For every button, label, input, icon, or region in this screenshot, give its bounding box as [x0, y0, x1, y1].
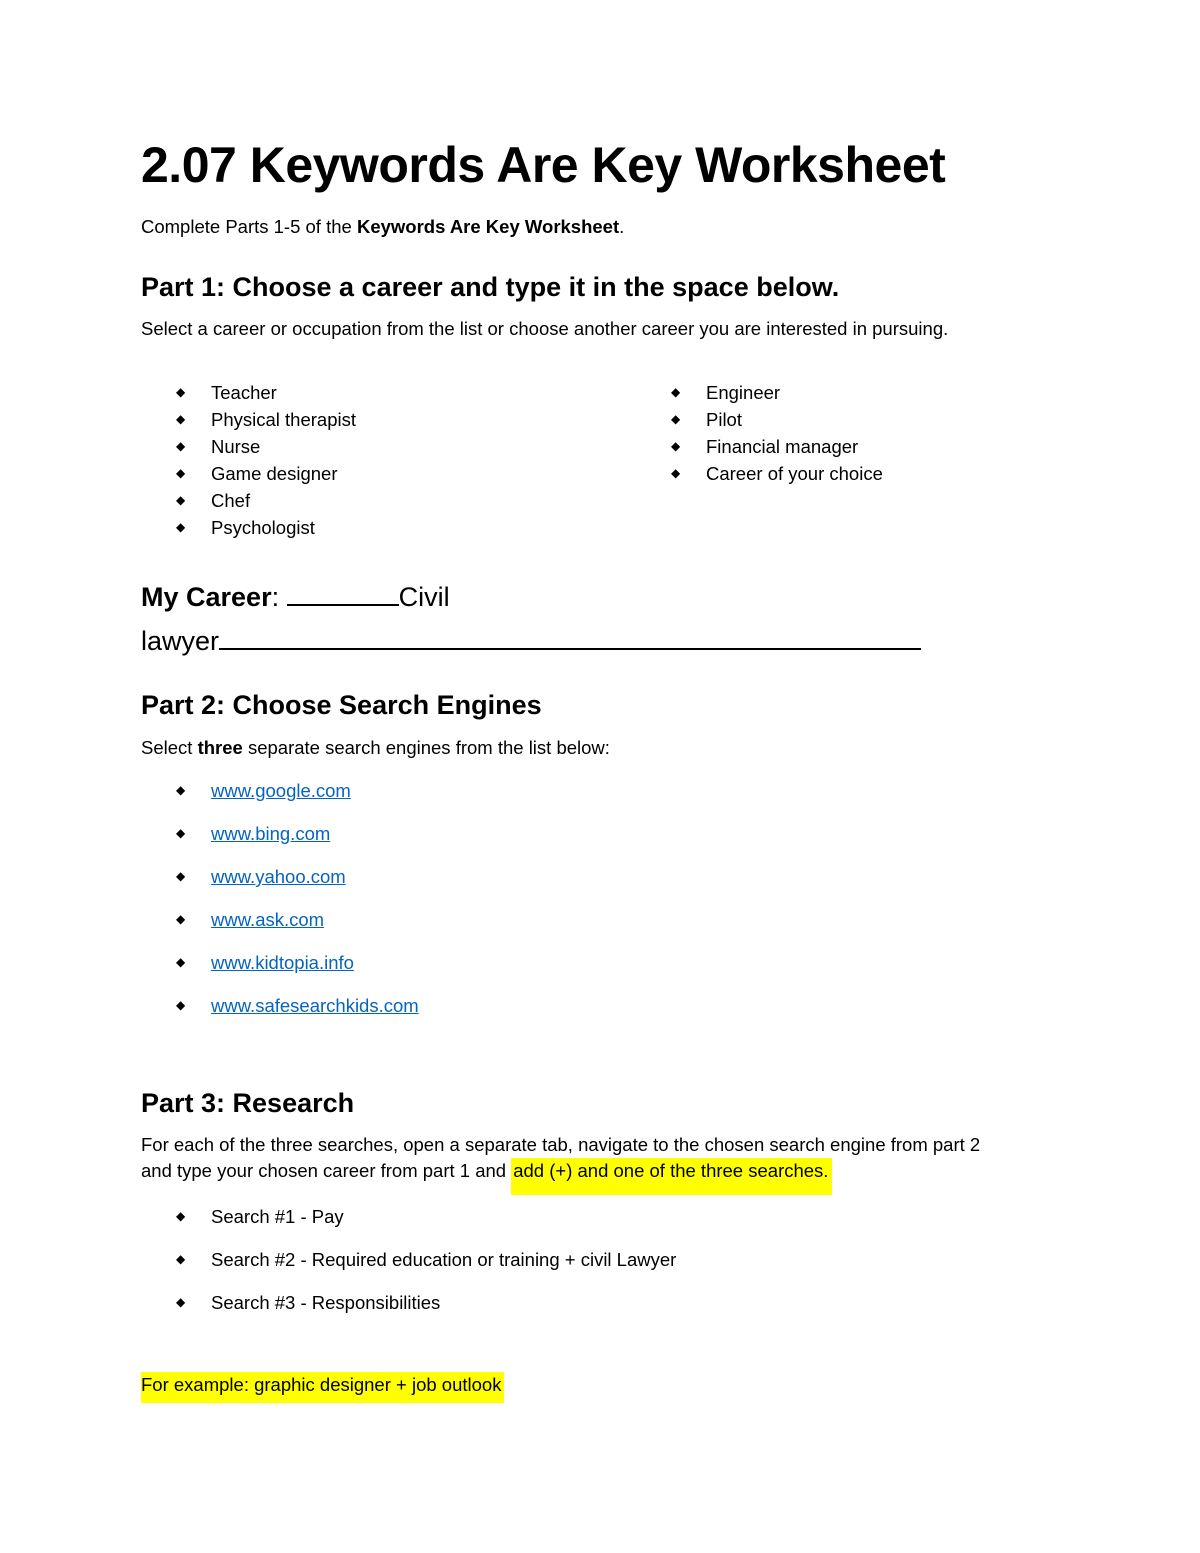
search-engine-list — [177, 778, 419, 1036]
diamond-bullet-icon: ◆ — [176, 912, 186, 926]
list-item: ◆ Search #1 - Pay — [176, 1206, 344, 1227]
example-text: For example: graphic designer + job outlook — [141, 1374, 504, 1396]
my-career-label: My Career — [141, 582, 272, 612]
career-list-col2 — [672, 379, 883, 487]
my-career-value-cont[interactable]: lawyer — [141, 626, 220, 656]
part3-line1: For each of the three searches, open a separate tab, navigate to the chosen search engine from part 2 — [141, 1134, 981, 1155]
my-career-line2 — [141, 626, 921, 657]
list-item — [177, 907, 419, 950]
diamond-bullet-icon: ◆ — [671, 412, 681, 426]
link-safesearchkids[interactable]: www.safesearchkids.com — [211, 995, 419, 1016]
list-item: ◆ Search #2 - Required education or training + civil Lawyer — [176, 1249, 677, 1270]
list-item — [177, 821, 419, 864]
my-career-line1: My Career: Civil — [141, 582, 450, 612]
list-item: ◆ Physical therapist — [177, 406, 356, 433]
diamond-bullet-icon: ◆ — [176, 385, 186, 399]
list-item — [177, 950, 419, 993]
list-item: ◆ Chef — [177, 487, 356, 514]
career-list-col1 — [177, 379, 356, 541]
intro-text — [141, 216, 624, 238]
diamond-bullet-icon: ◆ — [176, 439, 186, 453]
part3-line2: and type your chosen career from part 1 and add (+) and one of the three searches. — [141, 1160, 832, 1182]
list-item: ◆ Engineer — [672, 379, 883, 406]
diamond-bullet-icon: ◆ — [176, 466, 186, 480]
list-item: ◆ Career of your choice — [672, 460, 883, 487]
list-item: ◆ Teacher — [177, 379, 356, 406]
list-item: ◆ Nurse — [177, 433, 356, 460]
link-bing[interactable]: www.bing.com — [211, 823, 331, 844]
diamond-bullet-icon: ◆ — [176, 869, 186, 883]
highlighted-instruction: add (+) and one of the three searches. — [511, 1158, 832, 1195]
diamond-bullet-icon: ◆ — [176, 1295, 186, 1309]
page-title: 2.07 Keywords Are Key Worksheet — [141, 137, 946, 193]
search-list — [177, 1204, 676, 1333]
link-kidtopia[interactable]: www.kidtopia.info — [211, 952, 354, 973]
list-item — [177, 993, 419, 1036]
diamond-bullet-icon: ◆ — [176, 783, 186, 797]
diamond-bullet-icon: ◆ — [176, 1209, 186, 1223]
list-item: ◆ Game designer — [177, 460, 356, 487]
list-item: ◆ Pilot — [672, 406, 883, 433]
link-ask[interactable]: www.ask.com — [211, 909, 325, 930]
diamond-bullet-icon: ◆ — [671, 439, 681, 453]
part2-instruction: Select three separate search engines from the list below: — [141, 737, 610, 758]
diamond-bullet-icon: ◆ — [176, 520, 186, 534]
diamond-bullet-icon: ◆ — [176, 955, 186, 969]
intro-prefix: Complete Parts 1-5 of the — [141, 216, 357, 237]
list-item: ◆ Search #3 - Responsibilities — [176, 1292, 441, 1313]
link-yahoo[interactable]: www.yahoo.com — [211, 866, 346, 887]
part3-heading: Part 3: Research — [141, 1088, 355, 1118]
diamond-bullet-icon: ◆ — [176, 826, 186, 840]
part1-instruction: Select a career or occupation from the list or choose another career you are interested in pursuing. — [141, 318, 949, 339]
part2-heading: Part 2: Choose Search Engines — [141, 690, 542, 720]
diamond-bullet-icon: ◆ — [176, 412, 186, 426]
diamond-bullet-icon: ◆ — [176, 998, 186, 1012]
intro-bold: Keywords Are Key Worksheet — [356, 216, 620, 237]
diamond-bullet-icon: ◆ — [671, 385, 681, 399]
diamond-bullet-icon: ◆ — [176, 493, 186, 507]
list-item — [177, 778, 419, 821]
diamond-bullet-icon: ◆ — [671, 466, 681, 480]
blank-underline — [287, 602, 399, 606]
link-google[interactable]: www.google.com — [211, 780, 351, 801]
blank-underline — [219, 646, 921, 650]
list-item: ◆ Psychologist — [177, 514, 356, 541]
list-item: ◆ Financial manager — [672, 433, 883, 460]
list-item — [177, 864, 419, 907]
part1-heading: Part 1: Choose a career and type it in the space below. — [141, 272, 840, 302]
intro-suffix: . — [619, 216, 625, 237]
my-career-value[interactable]: Civil — [398, 582, 450, 612]
diamond-bullet-icon: ◆ — [176, 1252, 186, 1266]
